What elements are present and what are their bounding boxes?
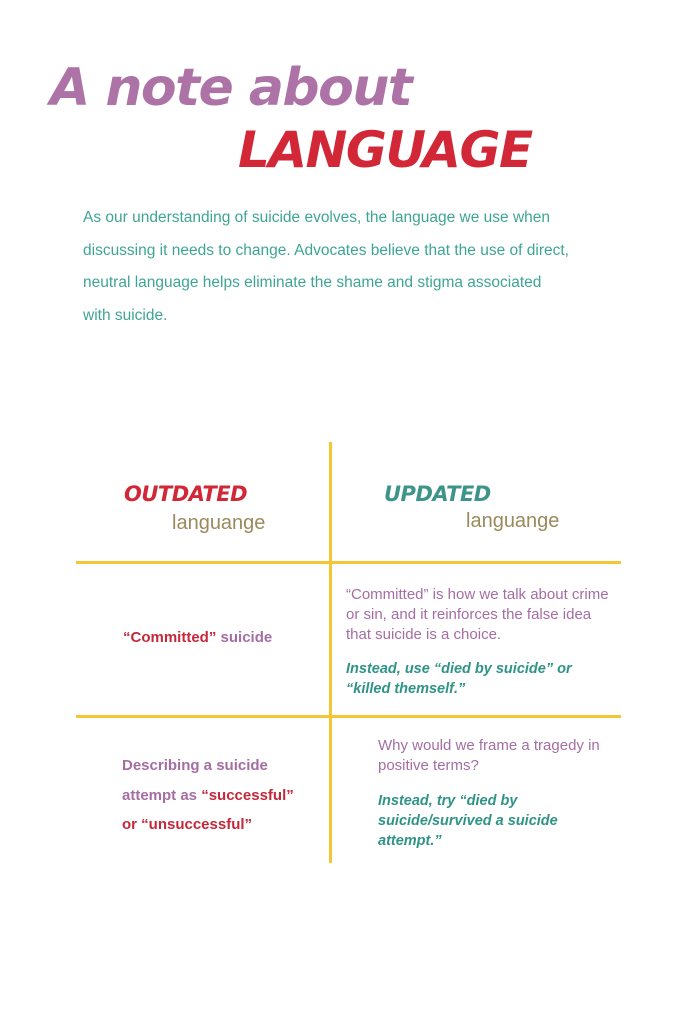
updated-subheading: languange (466, 510, 560, 532)
outdated-heading: OUTDATED (124, 482, 248, 506)
row2-outdated-line3-prefix: or (122, 816, 137, 833)
outdated-subheading: languange (172, 512, 266, 534)
table-horizontal-divider-2 (76, 715, 621, 718)
row1-outdated-rest: suicide (220, 629, 273, 646)
title-line-1: A note about (50, 58, 412, 118)
row2-outdated-successful: “successful” (201, 786, 294, 804)
row2-explanation: Why would we frame a tragedy in positive terms? (378, 737, 600, 774)
row2-outdated-term (122, 751, 322, 840)
intro-paragraph: As our understanding of suicide evolves, the language we use when discussing it needs to change. Advocates believe that the use of direct, neutral language helps eliminate the shame and stigma associated with suicide. (83, 209, 569, 324)
table-horizontal-divider-1 (76, 561, 621, 564)
row2-instead: Instead, try “died by suicide/survived a suicide attempt.” (378, 793, 558, 849)
table-vertical-divider (329, 442, 332, 863)
title-line-2: LANGUAGE (238, 121, 532, 179)
row2-outdated-line2-prefix: attempt as (122, 786, 198, 804)
row1-explanation: “Committed” is how we talk about crime or sin, and it reinforces the false idea that suicide is a choice. (346, 586, 609, 643)
row1-instead: Instead, use “died by suicide” or “killed themself.” (346, 661, 572, 697)
updated-heading: UPDATED (384, 482, 491, 506)
row1-outdated-quote: “Committed” (123, 629, 217, 646)
row2-outdated-line1: Describing a suicide (122, 757, 268, 774)
row2-outdated-line3 (122, 810, 322, 840)
row2-outdated-line2 (122, 781, 322, 811)
row2-outdated-unsuccessful: “unsuccessful” (141, 816, 253, 833)
row1-outdated-term (123, 629, 272, 646)
